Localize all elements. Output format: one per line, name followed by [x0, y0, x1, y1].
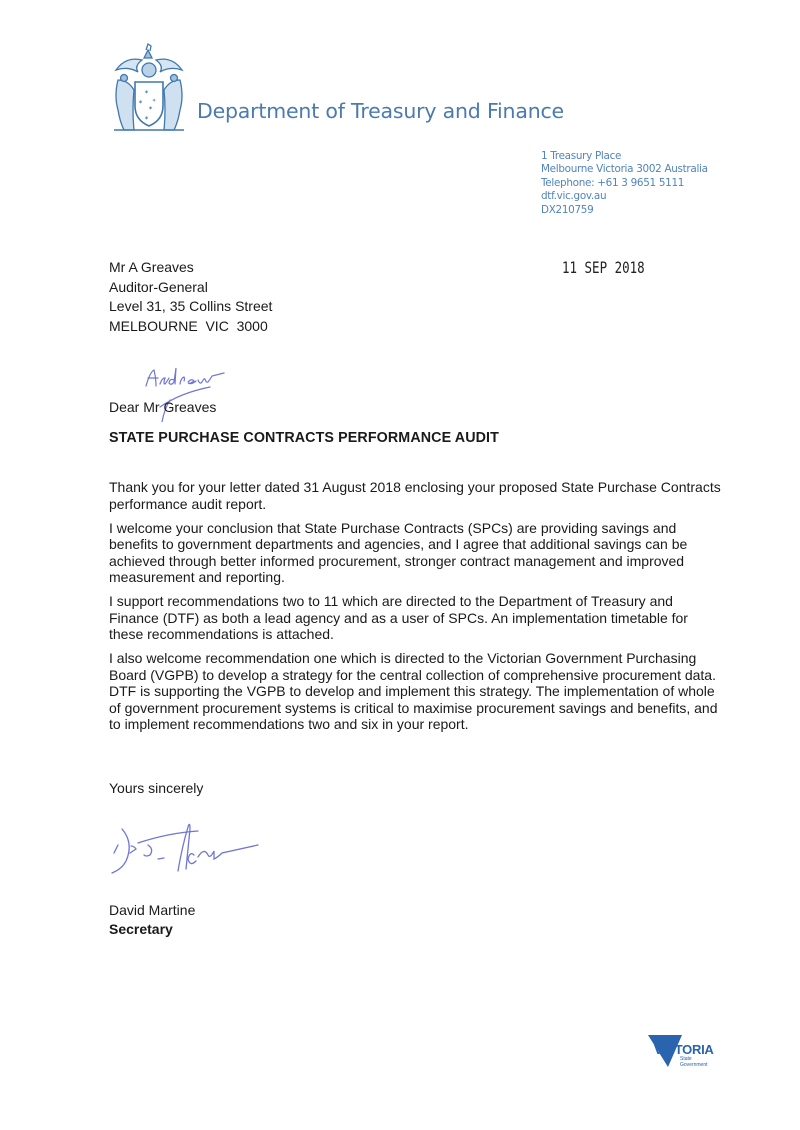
- sender-address: [541, 150, 708, 217]
- letter-body: [109, 479, 724, 740]
- victoria-wordmark: VICTORIA: [654, 1042, 714, 1057]
- recipient-line: MELBOURNE VIC 3000: [109, 317, 268, 334]
- address-line: DX210759: [541, 203, 594, 216]
- state-government-text: [680, 1057, 708, 1068]
- svg-text:✶: ✶: [144, 89, 150, 96]
- body-paragraph: I welcome your conclusion that State Purchase Contracts (SPCs) are providing savings and benefits to government departments and agencies, and I agree that additional savings can be achieved through better informed procurement, stronger contract management and improved measurement and reporting.: [109, 519, 688, 585]
- address-line: Telephone: +61 3 9651 5111: [541, 176, 685, 189]
- subject-heading: STATE PURCHASE CONTRACTS PERFORMANCE AUDIT: [109, 430, 499, 446]
- signer-title: Secretary: [109, 921, 173, 937]
- svg-text:✶: ✶: [138, 99, 144, 106]
- body-paragraph: I also welcome recommendation one which is directed to the Victorian Government Purchasing Board (VGPB) to develop a strategy for the central collection of comprehensive procurement data. DTF is supporting the VGPB to develop and implement this strategy. The implementation of whole of government procurement systems is critical to maximise procurement savings and benefits, and to implement recommendations two and six in your report.: [109, 650, 718, 732]
- address-line: Melbourne Victoria 3002 Australia: [541, 163, 708, 176]
- svg-text:✶: ✶: [148, 105, 154, 112]
- recipient-line: Auditor-General: [109, 278, 208, 295]
- signature: [110, 815, 300, 885]
- government-label: Government: [680, 1061, 708, 1068]
- svg-text:✶: ✶: [144, 115, 150, 122]
- body-paragraph: Thank you for your letter dated 31 August 2018 enclosing your proposed State Purchase Contracts performance audit report.: [109, 479, 721, 512]
- svg-text:✶: ✶: [152, 98, 157, 104]
- signer-name: David Martine: [109, 902, 196, 918]
- body-paragraph: I support recommendations two to 11 which are directed to the Department of Treasury and Finance (DTF) as both a lead agency and as a user of SPCs. An implementation timetable for these recommendations is attached.: [109, 593, 688, 642]
- recipient-line: Mr A Greaves: [109, 259, 194, 275]
- address-line: 1 Treasury Place: [541, 150, 622, 162]
- victoria-government-logo: [648, 1033, 748, 1073]
- website-link[interactable]: dtf.vic.gov.au: [541, 190, 607, 203]
- salutation: Dear Mr Greaves: [109, 399, 217, 415]
- recipient-line: Level 31, 35 Collins Street: [109, 298, 273, 314]
- department-name: Department of Treasury and Finance: [197, 99, 564, 123]
- recipient-address: [109, 258, 272, 336]
- state-label: State: [680, 1056, 692, 1062]
- date-stamp: 11 SEP 2018: [562, 258, 645, 277]
- closing: Yours sincerely: [109, 780, 204, 796]
- coat-of-arms-icon: [108, 40, 190, 134]
